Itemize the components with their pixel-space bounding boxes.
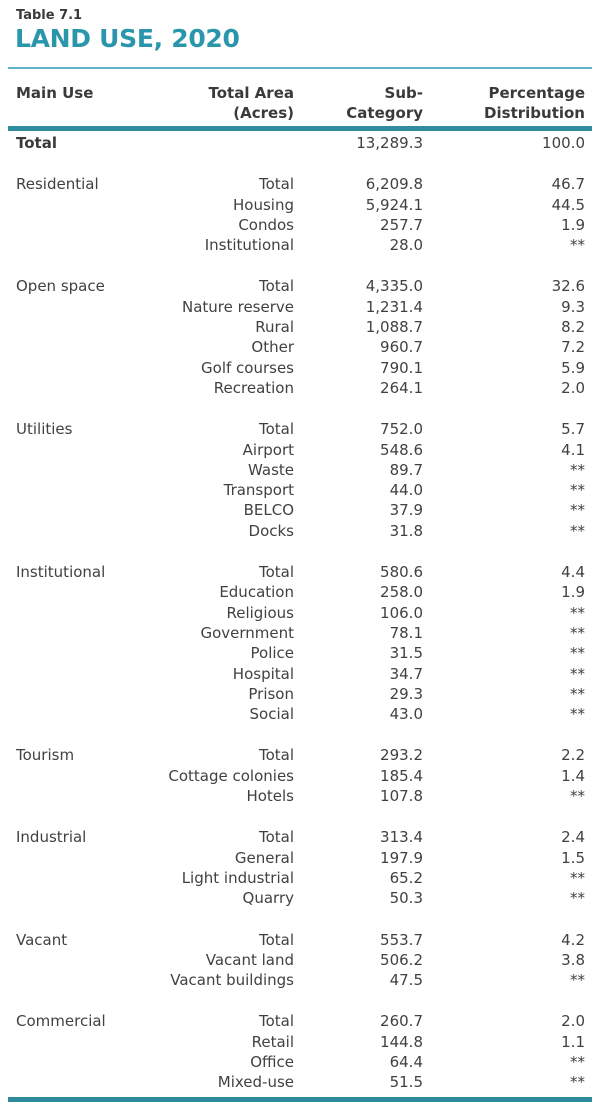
table-row [8,195,593,215]
table-row [8,297,593,317]
area-cell: 29.3 [389,684,423,703]
main-use-cell [8,460,158,480]
main-use-cell: Open space [16,277,105,296]
table-row [8,378,593,398]
sub-category-cell: General [234,848,294,867]
area-cell: 506.2 [380,950,423,969]
table-row [8,623,593,643]
table-number: Table 7.1 [16,8,83,23]
table-row [8,1011,593,1031]
sub-category-cell: Religious [226,603,294,622]
main-use-cell [8,1072,158,1092]
area-cell: 257.7 [380,215,423,234]
percentage-cell: 44.5 [551,195,585,214]
sub-category-cell: Vacant land [205,950,294,969]
table-row [8,1052,593,1072]
sub-category-cell: BELCO [243,501,294,520]
area-cell: 580.6 [380,563,423,582]
main-use-cell [8,704,158,724]
percentage-cell: 2.0 [561,1012,585,1031]
area-cell: 78.1 [389,623,423,642]
area-cell: 107.8 [380,787,423,806]
percentage-cell: 1.4 [561,766,585,785]
table-row [8,337,593,357]
main-use-cell: Tourism [16,746,75,765]
main-use-cell [8,603,158,623]
main-use-cell [8,643,158,663]
sub-category-cell: Retail [251,1032,294,1051]
sub-category-cell: Police [250,644,294,663]
table-row [8,174,593,194]
percentage-cell: ** [570,603,585,622]
area-cell: 5,924.1 [365,195,423,214]
main-use-cell [8,215,158,235]
percentage-cell: ** [570,705,585,724]
main-use-cell [8,195,158,215]
table-header-row [8,83,593,123]
table-row [8,1072,593,1092]
percentage-cell: 1.9 [561,583,585,602]
sub-category-cell [158,133,294,153]
main-use-cell [8,582,158,602]
percentage-cell: 4.2 [561,930,585,949]
area-cell: 548.6 [380,440,423,459]
main-use-cell [8,440,158,460]
sub-category-cell: Total [258,930,294,949]
main-use-cell [8,480,158,500]
main-use-cell: Vacant [16,930,68,949]
table-row [8,888,593,908]
area-cell: 1,231.4 [365,297,423,316]
table-row [8,419,593,439]
sub-category-cell: Light industrial [181,868,294,887]
area-cell: 47.5 [389,971,423,990]
section-residential [0,174,600,255]
sub-category-cell: Waste [248,460,294,479]
table-body [0,133,600,1093]
sub-category-cell: Vacant buildings [170,971,294,990]
percentage-cell: 3.8 [561,950,585,969]
percentage-cell: ** [570,787,585,806]
main-use-cell [8,378,158,398]
area-cell: 752.0 [380,420,423,439]
table-bottom-border [8,1097,592,1102]
section-commercial [0,1011,600,1092]
area-cell: 144.8 [380,1032,423,1051]
percentage-cell: 5.7 [561,420,585,439]
sub-category-cell: Education [219,583,294,602]
table-row [8,930,593,950]
table-row [8,480,593,500]
main-use-cell: Total [16,134,57,152]
sub-category-cell: Hotels [246,787,294,806]
table-row [8,868,593,888]
table-row [8,827,593,847]
main-use-cell: Industrial [16,828,87,847]
area-cell: 790.1 [380,358,423,377]
main-use-cell [8,868,158,888]
table-row [8,521,593,541]
main-use-cell [8,664,158,684]
main-use-cell: Residential [16,175,99,194]
sub-category-cell: Total [258,746,294,765]
sub-category-cell: Total [258,1012,294,1031]
main-use-cell [8,766,158,786]
sub-category-cell: Social [249,705,294,724]
sub-category-cell: Rural [255,318,294,337]
table-row [8,970,593,990]
area-cell: 37.9 [389,501,423,520]
column-header-percentage-distribution: Percentage Distribution [484,84,585,122]
main-use-cell [8,623,158,643]
area-cell: 31.5 [389,644,423,663]
sub-category-cell: Office [250,1052,294,1071]
percentage-cell: ** [570,501,585,520]
table-row [8,500,593,520]
percentage-cell: ** [570,1052,585,1071]
main-use-cell [8,848,158,868]
sub-category-cell: Mixed-use [217,1073,294,1092]
sub-category-cell: Nature reserve [181,297,294,316]
table-row [8,684,593,704]
table-row [8,460,593,480]
area-cell: 89.7 [389,460,423,479]
percentage-cell: 100.0 [542,134,585,152]
table-row [8,215,593,235]
area-cell: 293.2 [380,746,423,765]
percentage-cell: ** [570,623,585,642]
percentage-cell: ** [570,481,585,500]
area-cell: 264.1 [380,378,423,397]
percentage-cell: 32.6 [551,277,585,296]
table-row [8,950,593,970]
table-row [8,664,593,684]
section-tourism [0,745,600,806]
table-row [8,766,593,786]
table-row [8,745,593,765]
main-use-cell [8,235,158,255]
sub-category-cell: Total [258,563,294,582]
percentage-cell: ** [570,236,585,255]
main-use-cell [8,1032,158,1052]
sub-category-cell: Housing [233,195,294,214]
sub-category-cell: Other [251,338,294,357]
sub-category-cell: Recreation [213,378,294,397]
percentage-cell: 2.2 [561,746,585,765]
sub-category-cell: Total [258,175,294,194]
percentage-cell: ** [570,889,585,908]
section-institutional [0,562,600,724]
table-row [8,562,593,582]
sub-category-cell: Airport [242,440,294,459]
sub-category-cell: Government [200,623,294,642]
table-row [8,440,593,460]
table-row [8,582,593,602]
sub-category-cell: Quarry [242,889,294,908]
area-cell: 13,289.3 [356,134,423,152]
area-cell: 4,335.0 [365,277,423,296]
percentage-cell: 1.1 [561,1032,585,1051]
area-cell: 43.0 [389,705,423,724]
grand-total-row [8,133,593,153]
area-cell: 185.4 [380,766,423,785]
header-divider [8,126,592,131]
main-use-cell: Utilities [16,420,73,439]
main-use-cell: Commercial [16,1012,106,1031]
area-cell: 313.4 [380,828,423,847]
main-use-cell [8,317,158,337]
percentage-cell: 8.2 [561,318,585,337]
area-cell: 50.3 [389,889,423,908]
area-cell: 51.5 [389,1073,423,1092]
percentage-cell: ** [570,684,585,703]
table-row [8,276,593,296]
area-cell: 31.8 [389,521,423,540]
area-cell: 197.9 [380,848,423,867]
area-cell: 553.7 [380,930,423,949]
percentage-cell: ** [570,971,585,990]
sub-category-cell: Institutional [204,236,294,255]
sub-category-cell: Docks [248,521,294,540]
sub-category-cell: Condos [238,215,294,234]
percentage-cell: ** [570,644,585,663]
percentage-cell: 9.3 [561,297,585,316]
section-utilities [0,419,600,541]
main-use-cell [8,786,158,806]
percentage-cell: ** [570,521,585,540]
main-use-cell [8,521,158,541]
table-title: LAND USE, 2020 [15,24,240,53]
area-cell: 6,209.8 [365,175,423,194]
table-row [8,786,593,806]
main-use-cell [8,950,158,970]
area-cell: 106.0 [380,603,423,622]
section-open-space [0,276,600,398]
area-cell: 258.0 [380,583,423,602]
main-use-cell [8,500,158,520]
area-cell: 34.7 [389,664,423,683]
table-row [8,358,593,378]
area-cell: 65.2 [389,868,423,887]
sub-category-cell: Total [258,828,294,847]
sub-category-cell: Golf courses [201,358,294,377]
percentage-cell: ** [570,1073,585,1092]
main-use-cell [8,684,158,704]
percentage-cell: 46.7 [551,175,585,194]
column-header-total-area: Total Area (Acres) [208,84,294,122]
table-row [8,643,593,663]
table-row [8,704,593,724]
column-header-main-use: Main Use [16,84,94,102]
sub-category-cell: Prison [248,684,294,703]
percentage-cell: 2.4 [561,828,585,847]
area-cell: 960.7 [380,338,423,357]
percentage-cell: 1.5 [561,848,585,867]
table-row [8,235,593,255]
percentage-cell: 7.2 [561,338,585,357]
percentage-cell: 4.4 [561,563,585,582]
sub-category-cell: Total [258,420,294,439]
section-industrial [0,827,600,908]
percentage-cell: ** [570,868,585,887]
main-use-cell [8,888,158,908]
percentage-cell: 1.9 [561,215,585,234]
main-use-cell [8,337,158,357]
column-header-sub-category: Sub- Category [346,84,423,122]
main-use-cell [8,297,158,317]
section-vacant [0,930,600,991]
main-use-cell: Institutional [16,563,106,582]
area-cell: 260.7 [380,1012,423,1031]
area-cell: 28.0 [389,236,423,255]
table-row [8,317,593,337]
main-use-cell [8,970,158,990]
title-divider [8,67,592,69]
percentage-cell: 4.1 [561,440,585,459]
percentage-cell: 5.9 [561,358,585,377]
sub-category-cell: Transport [223,481,294,500]
area-cell: 1,088.7 [365,318,423,337]
percentage-cell: ** [570,664,585,683]
main-use-cell [8,358,158,378]
sub-category-cell: Cottage colonies [168,766,294,785]
percentage-cell: 2.0 [561,378,585,397]
main-use-cell [8,1052,158,1072]
sub-category-cell: Hospital [232,664,294,683]
table-row [8,1032,593,1052]
table-row [8,848,593,868]
area-cell: 44.0 [389,481,423,500]
percentage-cell: ** [570,460,585,479]
table-row [8,603,593,623]
sub-category-cell: Total [258,277,294,296]
area-cell: 64.4 [389,1052,423,1071]
